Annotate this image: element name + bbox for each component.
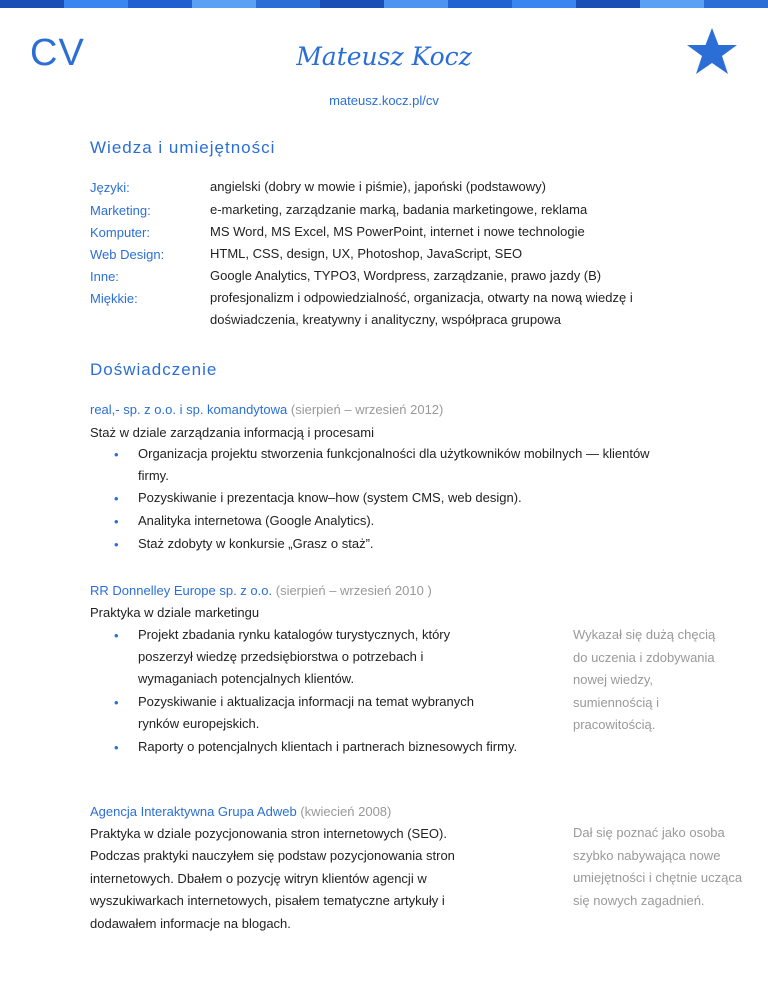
job-description: Podczas praktyki nauczyłem się podstaw pozycjonowania stron internetowych. Dbałem o pozycję witryn klientów agencji w wyszukiwarkach internetowych, pisałem tematyczne artykuły i dodawałem informacje na blogach. <box>90 848 455 931</box>
bullet-text: Raporty o potencjalnych klientach i partnerach biznesowych firmy. <box>138 739 518 754</box>
bullet-text: Pozyskiwanie i prezentacja know–how (system CMS, web design). <box>138 490 522 505</box>
bullet-icon: • <box>114 628 119 643</box>
reference-note: Dał się poznać jako osoba szybko nabywająca nowe umiejętności i chętnie ucząca się nowych zagadnień. <box>573 825 743 908</box>
skill-value: HTML, CSS, design, UX, Photoshop, JavaScript, SEO <box>210 246 523 261</box>
job-role: Staż w dziale zarządzania informacją i procesami <box>90 425 374 440</box>
reference-note: Wykazał się dużą chęcią do uczenia i zdobywania nowej wiedzy, sumiennością i pracowitością. <box>573 627 716 732</box>
skill-value: angielski (dobry w mowie i piśmie), japoński (podstawowy) <box>210 179 546 194</box>
bullet-icon: • <box>114 695 119 710</box>
company-name: RR Donnelley Europe sp. z o.o. <box>90 583 273 598</box>
skill-label: Miękkie: <box>90 291 138 306</box>
bullet-text: Projekt zbadania rynku katalogów turystycznych, który poszerzył wiedzę przedsiębiorstwa o potrzebach i wymaganiach potencjalnych klientów. <box>138 627 451 686</box>
skill-value: MS Word, MS Excel, MS PowerPoint, internet i nowe technologie <box>210 224 585 239</box>
section-title-skills: Wiedza i umiejętności <box>90 138 276 157</box>
bullet-icon: • <box>114 740 119 755</box>
bullet-icon: • <box>114 447 119 462</box>
job-date: (kwiecień 2008) <box>300 804 392 819</box>
bullet-text: Staż zdobyty w konkursie „Grasz o staż”. <box>138 536 374 551</box>
candidate-name: Mateusz Kocz <box>296 42 472 71</box>
skill-label: Marketing: <box>90 203 151 218</box>
top-color-bar <box>0 0 768 8</box>
section-title-experience: Doświadczenie <box>90 360 218 379</box>
bullet-icon: • <box>114 514 119 529</box>
website-link[interactable]: mateusz.kocz.pl/cv <box>329 93 439 108</box>
bullet-text: Pozyskiwanie i aktualizacja informacji na temat wybranych rynków europejskich. <box>138 694 474 731</box>
company-name: Agencja Interaktywna Grupa Adweb <box>90 804 297 819</box>
bullet-icon: • <box>114 491 119 506</box>
skill-label: Web Design: <box>90 247 165 262</box>
skill-value: e-marketing, zarządzanie marką, badania marketingowe, reklama <box>210 202 588 217</box>
job-header <box>90 804 391 819</box>
cv-label: CV <box>30 32 85 74</box>
job-date: (sierpień – wrzesień 2012) <box>290 402 444 417</box>
job-header <box>90 583 432 598</box>
bullet-text: Organizacja projektu stworzenia funkcjonalności dla użytkowników mobilnych — klientów firmy. <box>138 446 650 483</box>
job-date: (sierpień – wrzesień 2010 ) <box>275 583 432 598</box>
job-role: Praktyka w dziale pozycjonowania stron internetowych (SEO). <box>90 826 447 841</box>
company-name: real,- sp. z o.o. i sp. komandytowa <box>90 402 288 417</box>
skill-value: profesjonalizm i odpowiedzialność, organizacja, otwarty na nową wiedzę i doświadczenia, kreatywny i analityczny, współpraca grupowa <box>210 290 633 327</box>
star-icon <box>686 27 738 75</box>
skill-label: Komputer: <box>90 225 150 240</box>
job-header <box>90 402 443 417</box>
job-role: Praktyka w dziale marketingu <box>90 605 260 620</box>
skill-label: Inne: <box>90 269 119 284</box>
bullet-icon: • <box>114 537 119 552</box>
bullet-text: Analityka internetowa (Google Analytics). <box>138 513 375 528</box>
skill-label: Języki: <box>90 180 130 195</box>
skill-value: Google Analytics, TYPO3, Wordpress, zarządzanie, prawo jazdy (B) <box>210 268 602 283</box>
